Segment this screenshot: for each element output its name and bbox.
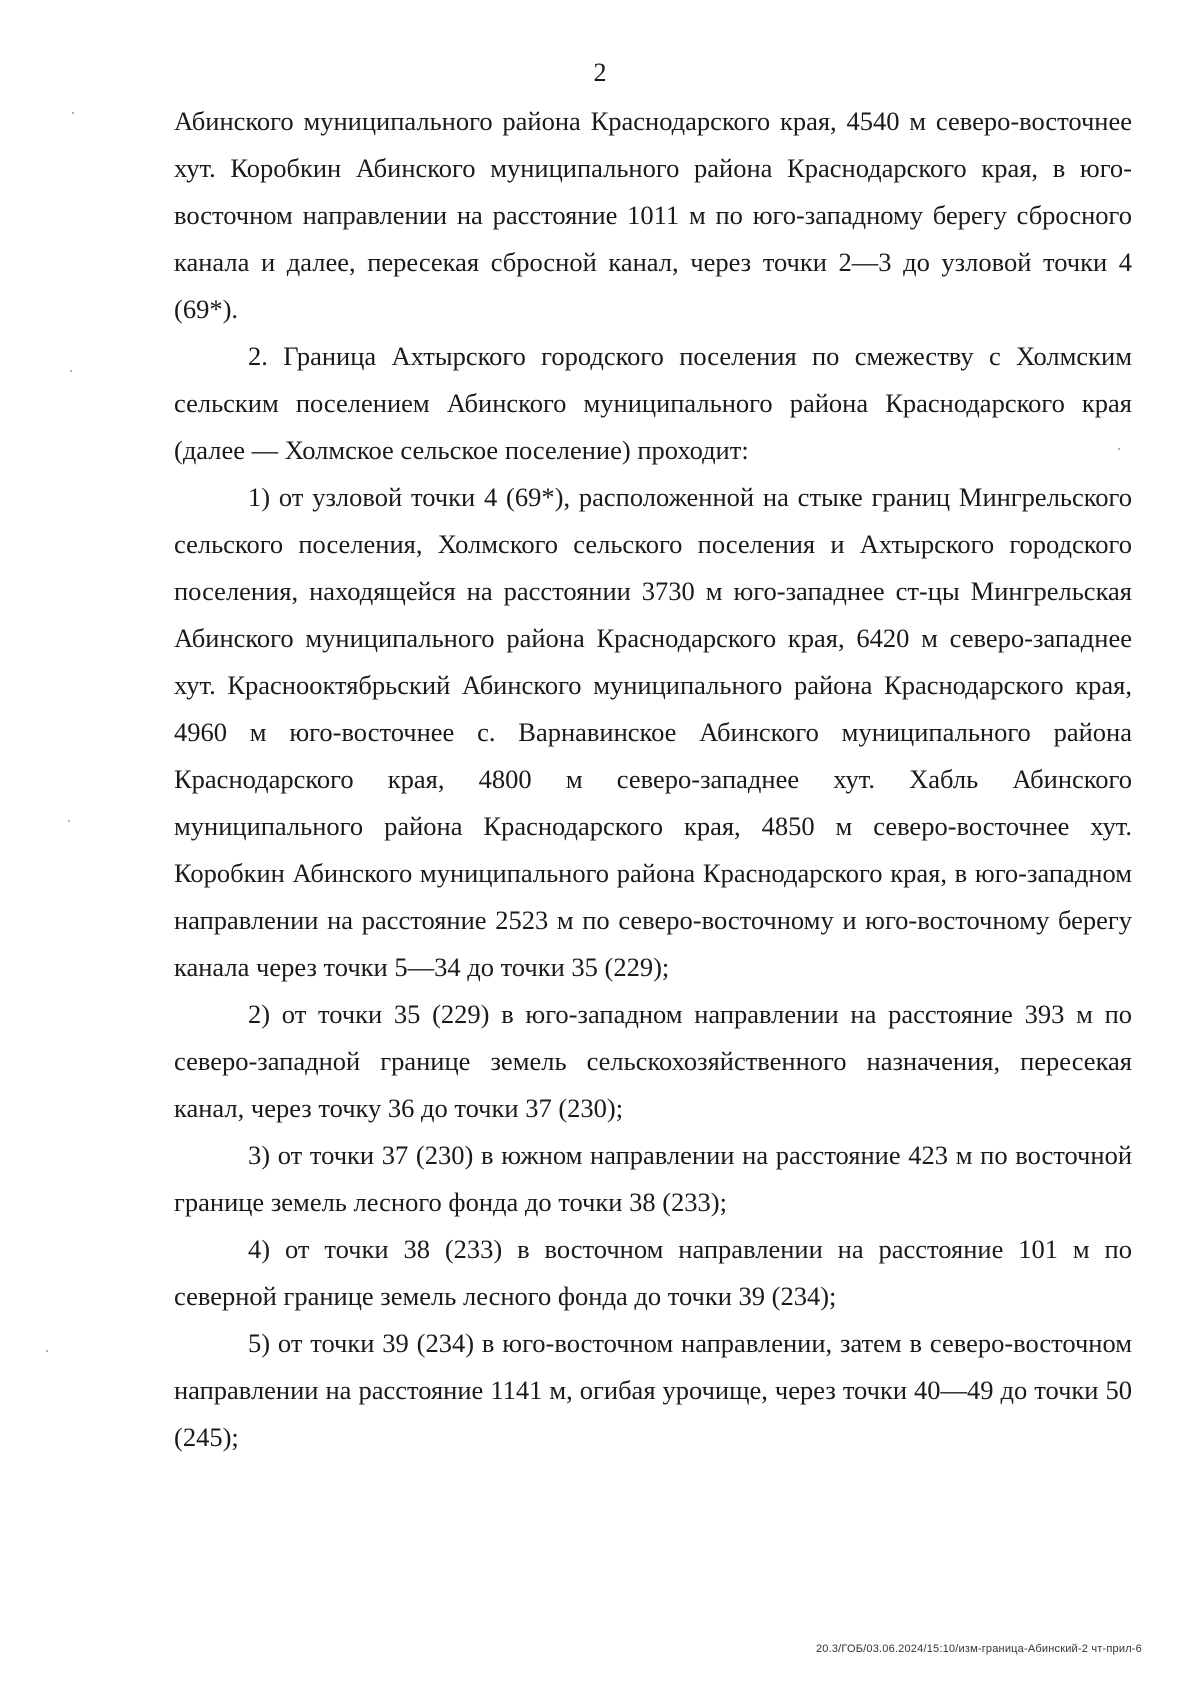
paragraph-item-1: 1) от узловой точки 4 (69*), расположенной на стыке границ Мингрельского сельского поселения, Холмского сельского поселения и Ахтырского городского поселения, находящейся на расстоянии 3730 м юго-западнее ст-цы Мингрельская Абинского муниципального района Краснодарского края, 6420 м северо-западнее хут. Краснооктябрьский Абинского муниципального района Краснодарского края, 4960 м юго-восточнее с. Варнавинское Абинского муниципального района Краснодарского края, 4800 м северо-западнее хут. Хабль Абинского муниципального района Краснодарского края, 4850 м северо-восточнее хут. Коробкин Абинского муниципального района Краснодарского края, в юго-западном направлении на расстояние 2523 м по северо-восточному и юго-восточному берегу канала через точки 5—34 до точки 35 (229); [174,482,1132,982]
scan-speck [72,112,74,114]
paragraph-section-2: 2. Граница Ахтырского городского поселения по смежеству с Холмским сельским поселением Абинского муниципального района Краснодарского края (далее — Холмское сельское поселение) проходит: [174,341,1132,465]
paragraph-item-5: 5) от точки 39 (234) в юго-восточном направлении, затем в северо-восточном направлении на расстояние 1141 м, огибая урочище, через точки 40—49 до точки 50 (245); [174,1328,1132,1452]
paragraph-continuation: Абинского муниципального района Краснодарского края, 4540 м северо-восточнее хут. Коробкин Абинского муниципального района Краснодарского края, в юго-восточном направлении на расстояние 1011 м по юго-западному берегу сбросного канала и далее, пересекая сбросной канал, через точки 2—3 до узловой точки 4 (69*). [174,106,1132,324]
page-number: 2 [593,58,607,87]
paragraph-item-2: 2) от точки 35 (229) в юго-западном направлении на расстояние 393 м по северо-западной границе земель сельскохозяйственного назначения, пересекая канал, через точку 36 до точки 37 (230); [174,999,1132,1123]
scan-speck [1118,448,1120,450]
paragraph-item-4: 4) от точки 38 (233) в восточном направлении на расстояние 101 м по северной границе земель лесного фонда до точки 39 (234); [174,1234,1132,1311]
scan-speck [46,1350,48,1352]
scan-speck [70,370,72,372]
document-body [174,98,1132,1461]
paragraph-item-3: 3) от точки 37 (230) в южном направлении на расстояние 423 м по восточной границе земель лесного фонда до точки 38 (233); [174,1140,1132,1217]
scan-speck [68,820,70,822]
document-footer-code: 20.3/ГОБ/03.06.2024/15:10/изм-граница-Абинский-2 чт-прил-6 [815,1643,1142,1655]
